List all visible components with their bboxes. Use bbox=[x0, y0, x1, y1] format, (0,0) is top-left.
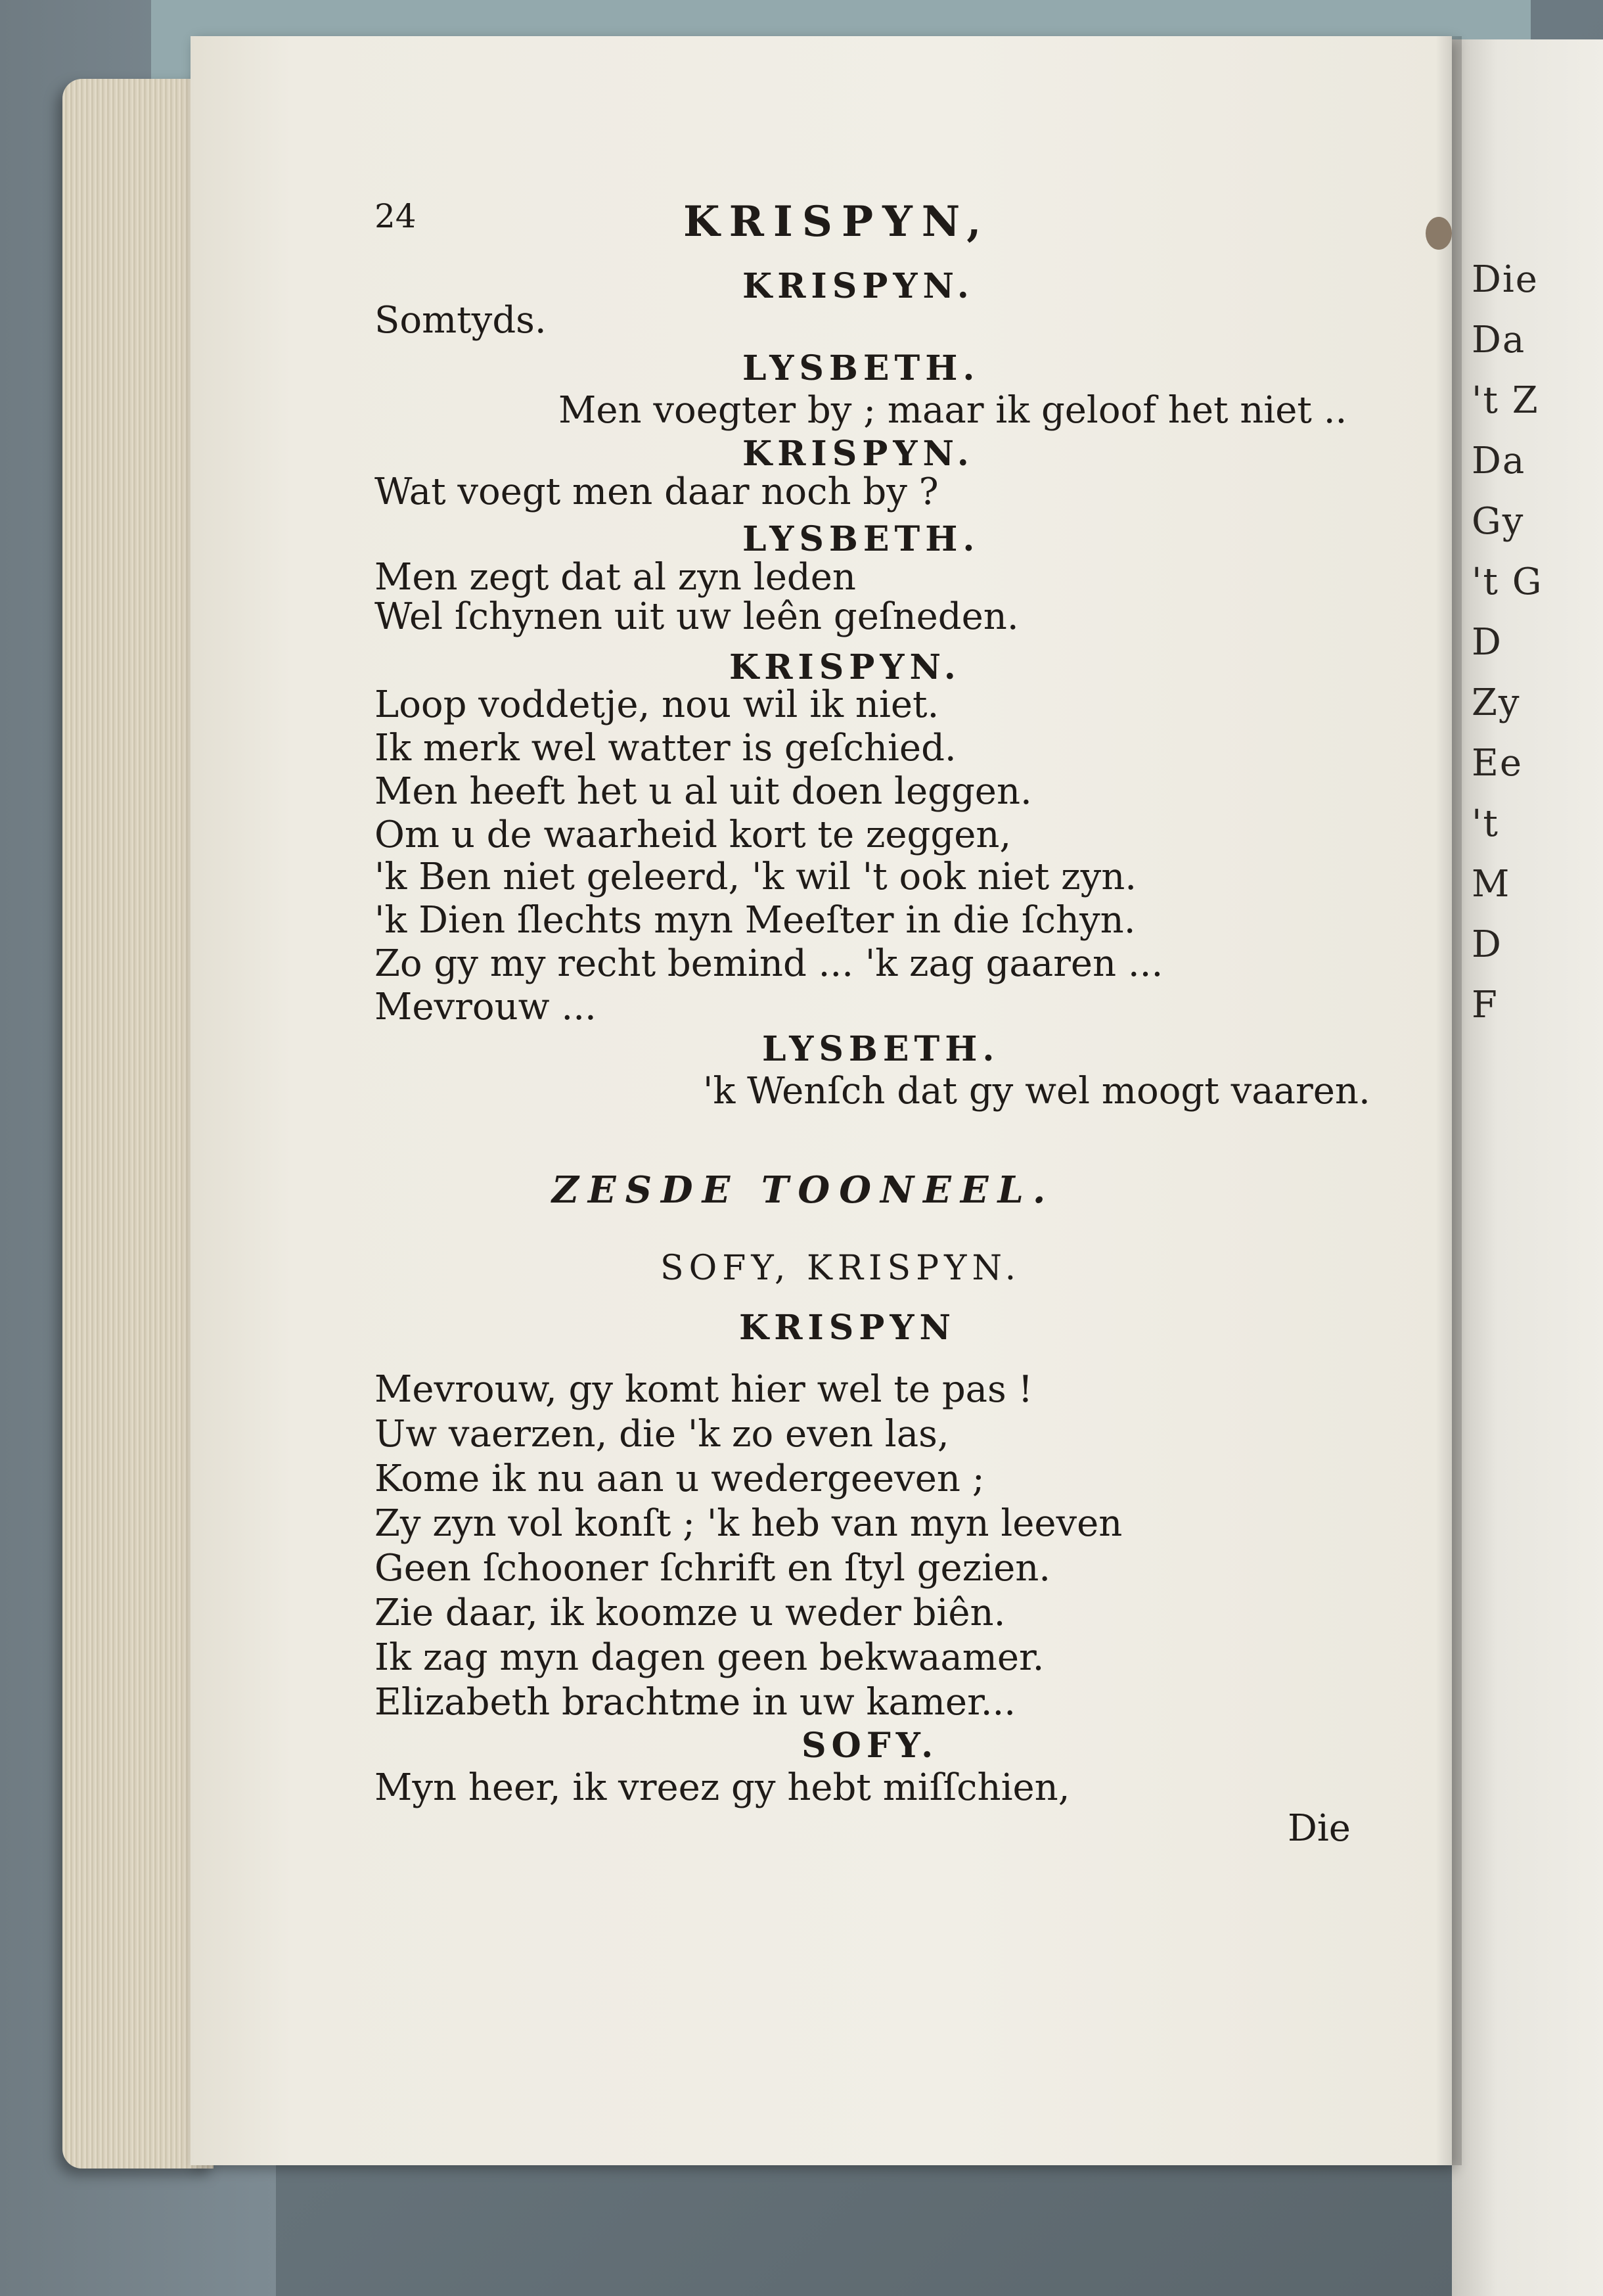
verse-line: Zo gy my recht bemind ... 'k zag gaaren ... bbox=[374, 942, 1163, 985]
verse-line: Geen ſchooner ſchrift en ſtyl gezien. bbox=[374, 1547, 1051, 1590]
speaker-label: KRISPYN. bbox=[742, 266, 974, 306]
verse-line: 'k Dien ſlechts myn Meeſter in die ſchyn. bbox=[374, 899, 1136, 942]
facing-fragment: Da bbox=[1472, 319, 1526, 361]
facing-fragment: Ee bbox=[1472, 742, 1524, 785]
facing-page-text bbox=[1472, 250, 1603, 1036]
verse-line: Loop voddetje, nou wil ik niet. bbox=[374, 683, 939, 726]
verse-line: Men voegter by ; maar ik geloof het niet .. bbox=[558, 389, 1347, 432]
speaker-label: KRISPYN. bbox=[742, 434, 974, 474]
verse-line: Somtyds. bbox=[374, 299, 547, 342]
facing-fragment: Gy bbox=[1472, 500, 1525, 543]
gutter-shadow bbox=[1435, 36, 1462, 2165]
verse-line: Kome ik nu aan u wedergeeven ; bbox=[374, 1458, 985, 1500]
running-head: KRISPYN, bbox=[683, 197, 991, 246]
verse-line: Om u de waarheid kort te zeggen, bbox=[374, 814, 1012, 856]
facing-fragment: 't G bbox=[1472, 561, 1543, 603]
facing-fragment: Da bbox=[1472, 440, 1526, 482]
scene-characters: SOFY, KRISPYN. bbox=[660, 1249, 1022, 1288]
verse-line: Men heeft het u al uit doen leggen. bbox=[374, 770, 1032, 813]
speaker-label: KRISPYN bbox=[739, 1308, 957, 1348]
catchword: Die bbox=[1288, 1807, 1351, 1850]
facing-fragment: F bbox=[1472, 984, 1499, 1026]
verse-line: Zie daar, ik koomze u weder biên. bbox=[374, 1592, 1006, 1634]
verse-line: Ik zag myn dagen geen bekwaamer. bbox=[374, 1636, 1045, 1679]
page-stain bbox=[1426, 217, 1452, 250]
facing-fragment: Die bbox=[1472, 258, 1539, 301]
verse-line: 'k Ben niet geleerd, 'k wil 't ook niet zyn. bbox=[374, 856, 1137, 898]
page-number: 24 bbox=[374, 197, 417, 235]
speaker-label: LYSBETH. bbox=[742, 348, 980, 388]
speaker-label: LYSBETH. bbox=[742, 519, 980, 559]
facing-fragment: D bbox=[1472, 621, 1502, 664]
verse-line: Myn heer, ik vreez gy hebt miſſchien, bbox=[374, 1766, 1070, 1809]
facing-fragment: 't Z bbox=[1472, 379, 1539, 422]
verse-line: Uw vaerzen, die 'k zo even las, bbox=[374, 1413, 949, 1456]
verse-line: Elizabeth brachtme in uw kamer... bbox=[374, 1681, 1016, 1724]
verse-line: Mevrouw ... bbox=[374, 986, 597, 1028]
verse-line: Zy zyn vol konſt ; 'k heb van myn leeven bbox=[374, 1502, 1123, 1545]
verse-line: Men zegt dat al zyn leden bbox=[374, 556, 856, 599]
facing-fragment: Zy bbox=[1472, 681, 1521, 724]
speaker-label: SOFY. bbox=[802, 1726, 939, 1766]
verse-line: Wel ſchynen uit uw leên geſneden. bbox=[374, 595, 1019, 638]
speaker-label: KRISPYN. bbox=[729, 647, 961, 687]
facing-fragment: M bbox=[1472, 863, 1511, 906]
speaker-label: LYSBETH. bbox=[762, 1029, 1000, 1069]
scene-heading: ZESDE TOONEEL. bbox=[552, 1168, 1055, 1212]
facing-fragment: 't bbox=[1472, 802, 1499, 845]
verse-line: Ik merk wel watter is geſchied. bbox=[374, 727, 957, 769]
facing-fragment: D bbox=[1472, 923, 1502, 966]
verse-line: 'k Wenſch dat gy wel moogt vaaren. bbox=[703, 1070, 1370, 1113]
verse-line: Wat voegt men daar noch by ? bbox=[374, 471, 939, 513]
verse-line: Mevrouw, gy komt hier wel te pas ! bbox=[374, 1368, 1033, 1411]
